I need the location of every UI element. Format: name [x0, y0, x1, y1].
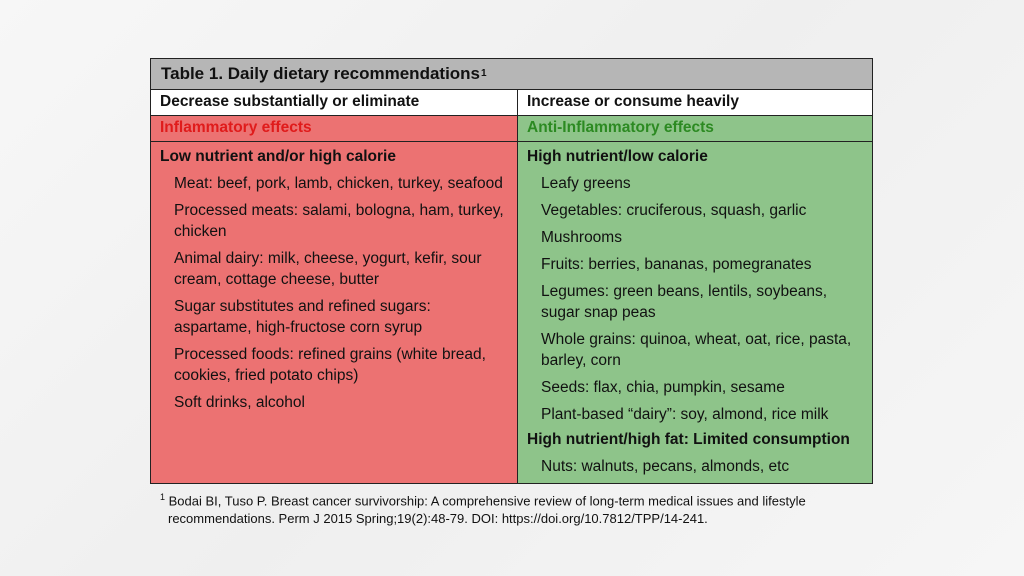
anti-inflammatory-effects-label: Anti-Inflammatory effects — [518, 116, 872, 141]
right-column-body — [518, 142, 872, 483]
list-item: Processed meats: salami, bologna, ham, turkey, chicken — [174, 202, 504, 240]
list-item: Processed foods: refined grains (white bread, cookies, fried potato chips) — [174, 346, 486, 384]
column-header-row — [151, 90, 872, 116]
dietary-recommendations-table — [150, 58, 873, 484]
title-footnote-marker: 1 — [481, 68, 487, 80]
right-section-heading-low-calorie: High nutrient/low calorie — [527, 148, 708, 165]
list-item: Fruits: berries, bananas, pomegranates — [541, 256, 812, 273]
list-item: Sugar substitutes and refined sugars: aspartame, high-fructose corn syrup — [174, 298, 431, 336]
list-item: Plant-based “dairy”: soy, almond, rice milk — [541, 406, 829, 423]
table-title-row — [151, 59, 872, 90]
list-item: Animal dairy: milk, cheese, yogurt, kefir, sour cream, cottage cheese, butter — [174, 250, 482, 288]
footnote — [160, 488, 860, 528]
right-section-heading-high-fat: High nutrient/high fat: Limited consumption — [527, 431, 850, 448]
footnote-line-2: recommendations. Perm J 2015 Spring;19(2):48-79. DOI: https://doi.org/10.7812/TPP/14-241. — [168, 511, 708, 527]
list-item: Meat: beef, pork, lamb, chicken, turkey, seafood — [174, 175, 503, 192]
left-column-header: Decrease substantially or eliminate — [151, 90, 518, 115]
list-item: Nuts: walnuts, pecans, almonds, etc — [541, 458, 790, 475]
left-section-heading: Low nutrient and/or high calorie — [160, 148, 396, 165]
table-body-row — [151, 142, 872, 483]
effects-row — [151, 116, 872, 142]
list-item: Seeds: flax, chia, pumpkin, sesame — [541, 379, 785, 396]
inflammatory-effects-label: Inflammatory effects — [151, 116, 518, 141]
footnote-marker: 1 — [160, 492, 166, 502]
footnote-line-1 — [160, 488, 860, 510]
list-item: Mushrooms — [541, 229, 622, 246]
list-item: Soft drinks, alcohol — [174, 394, 305, 411]
right-column-header: Increase or consume heavily — [527, 93, 739, 111]
list-item: Whole grains: quinoa, wheat, oat, rice, pasta, barley, corn — [541, 331, 852, 369]
table-title: Table 1. Daily dietary recommendations — [161, 63, 481, 83]
list-item: Leafy greens — [541, 175, 631, 192]
footnote-text-1: Bodai BI, Tuso P. Breast cancer survivorship: A comprehensive review of long-term medical issues and lifestyle — [168, 493, 806, 509]
list-item: Vegetables: cruciferous, squash, garlic — [541, 202, 807, 219]
left-column-body — [151, 142, 518, 483]
list-item: Legumes: green beans, lentils, soybeans, sugar snap peas — [541, 283, 828, 321]
